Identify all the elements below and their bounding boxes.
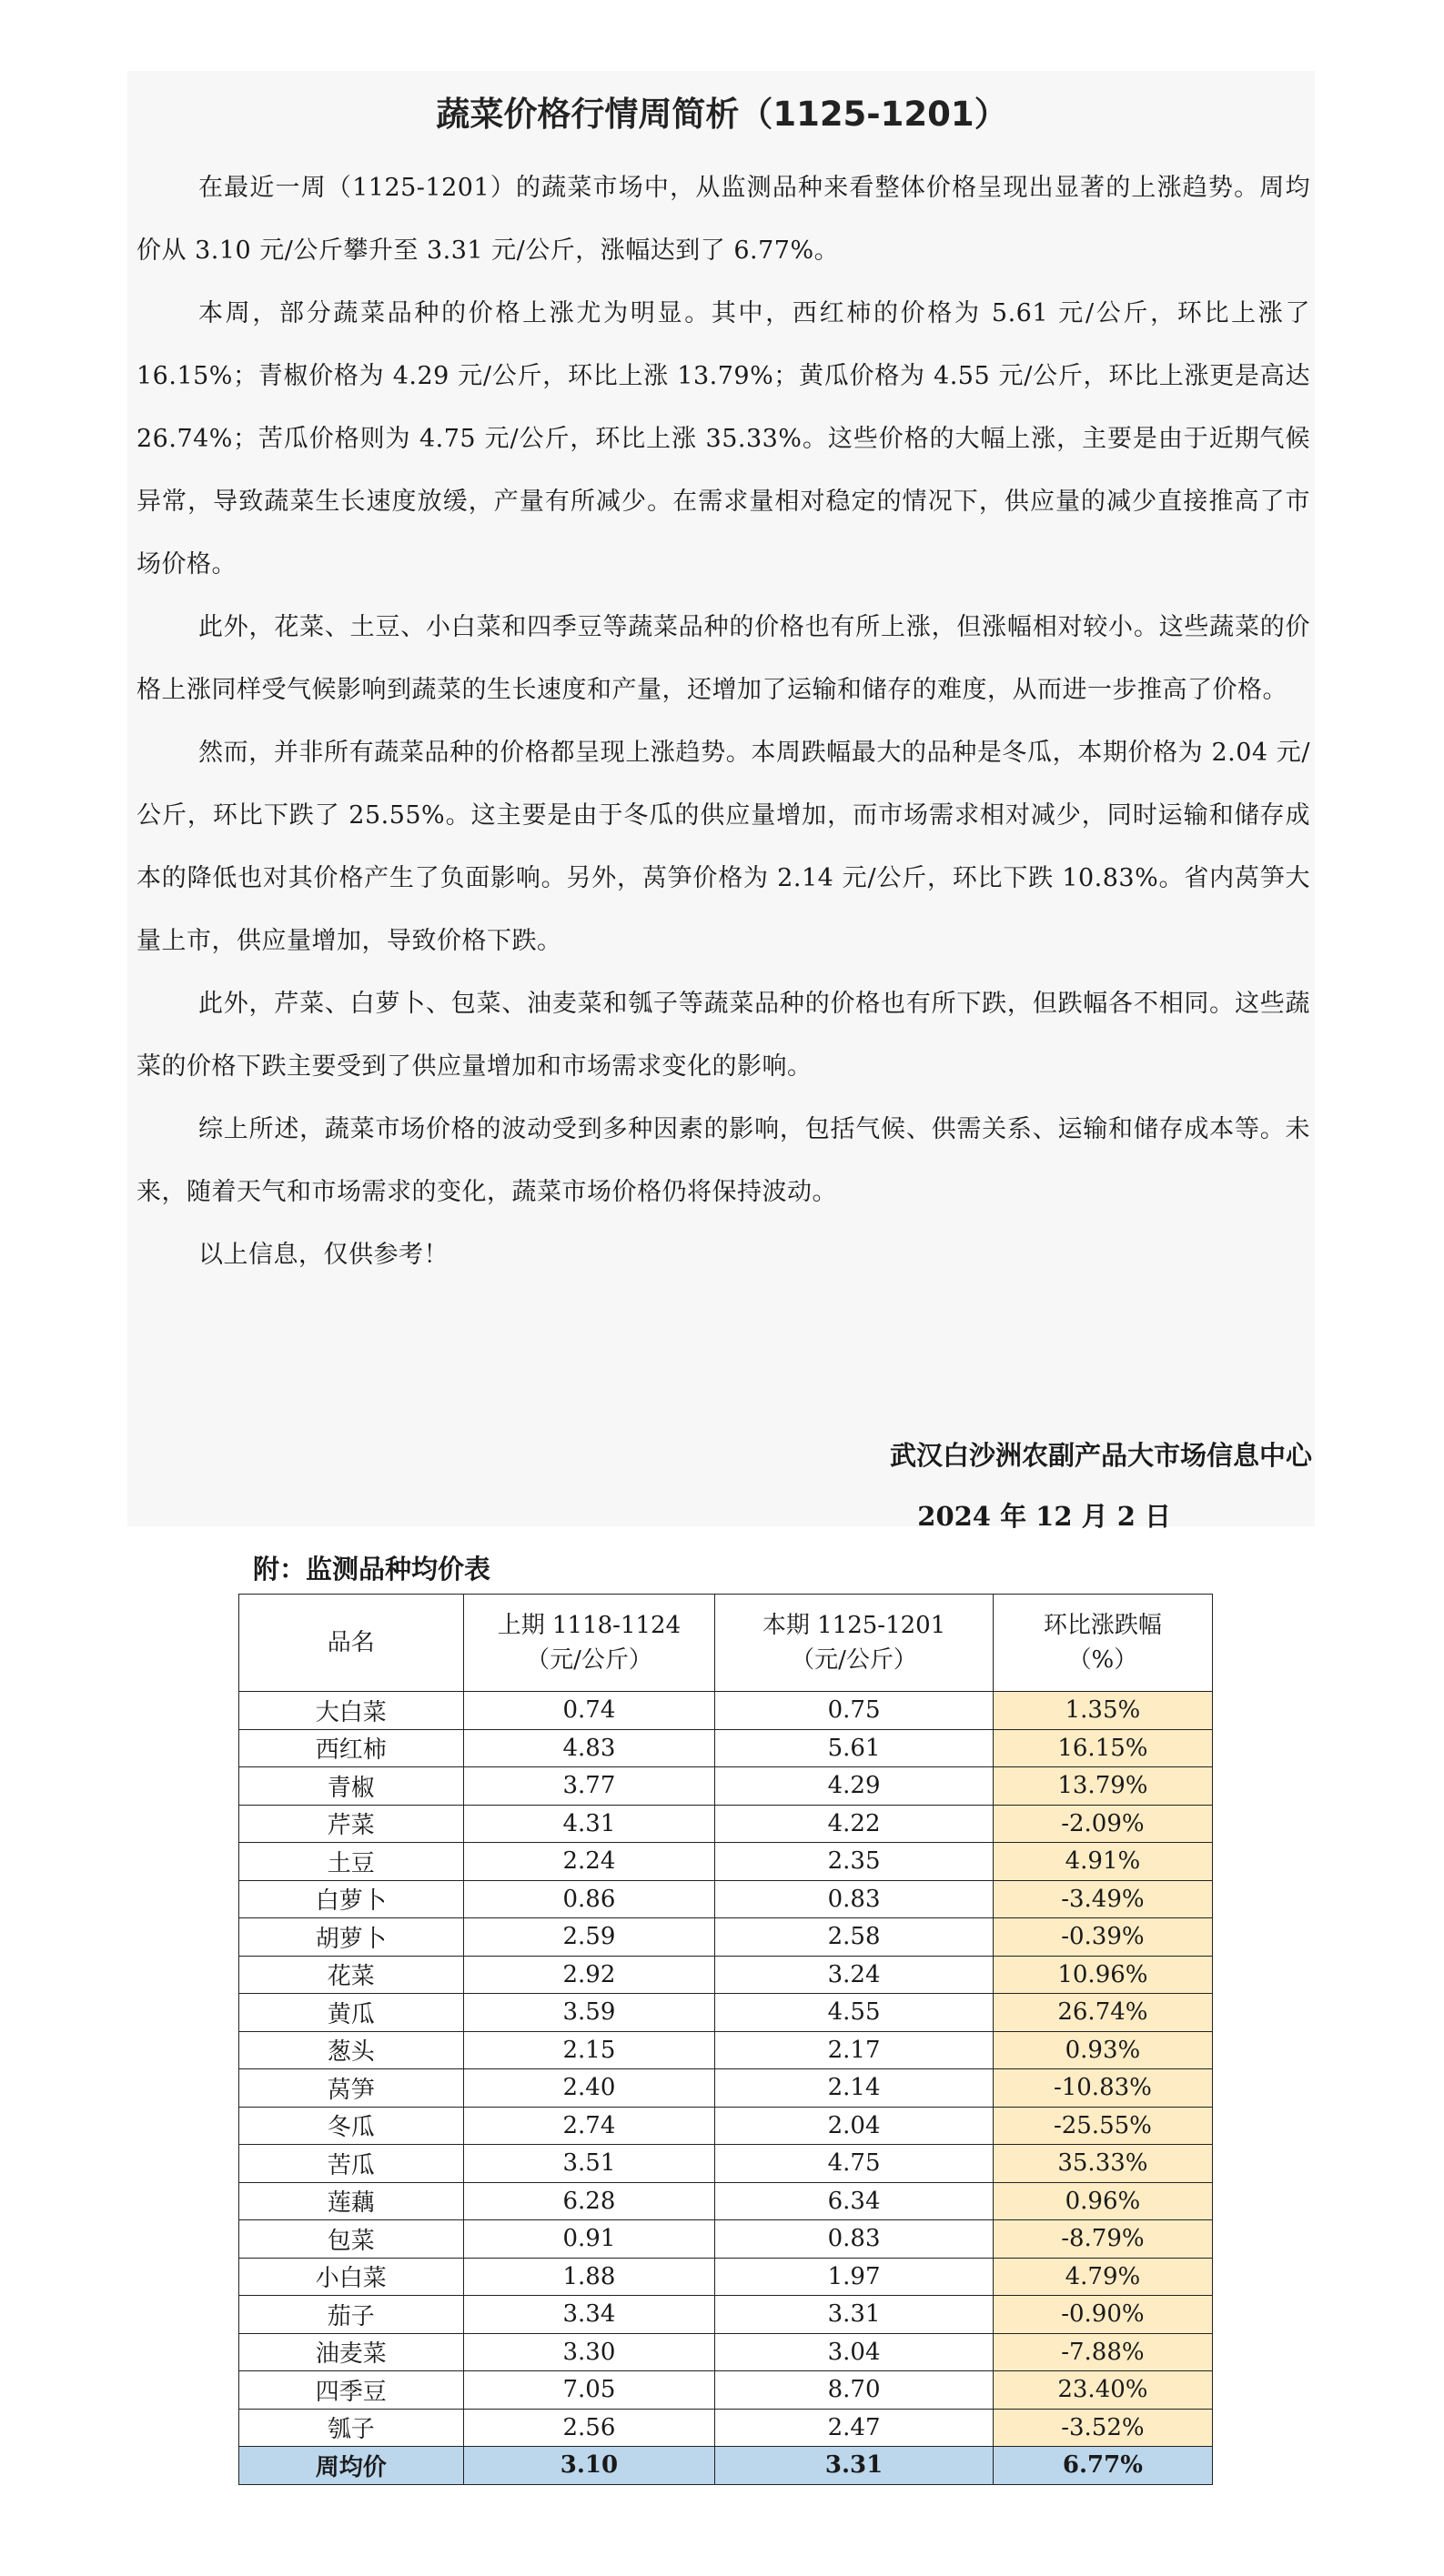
cell-name: 胡萝卜 [239, 1918, 464, 1957]
cell-current-price: 3.24 [715, 1956, 994, 1994]
table-row [239, 2371, 1213, 2410]
cell-change: 16.15% [993, 1729, 1212, 1767]
cell-change: -25.55% [993, 2107, 1212, 2145]
paragraph: 此外，芹菜、白萝卜、包菜、油麦菜和瓠子等蔬菜品种的价格也有所下跌，但跌幅各不相同。这些蔬菜的价格下跌主要受到了供应量增加和市场需求变化的影响。 [136, 990, 1310, 1081]
document-date: 2024 年 12 月 2 日 [917, 1501, 1171, 1532]
cell-current-price: 6.34 [715, 2182, 994, 2220]
table-row [239, 2107, 1213, 2145]
paragraph: 在最近一周（1125-1201）的蔬菜市场中，从监测品种来看整体价格呈现出显著的上涨趋势。周均价从 3.10 元/公斤攀升至 3.31 元/公斤，涨幅达到了 6.77%。 [136, 174, 1310, 265]
header-current-unit: （元/公斤） [791, 1646, 917, 1674]
cell-current-price: 2.47 [715, 2409, 994, 2447]
cell-change: -3.49% [993, 1880, 1212, 1918]
cell-current-price: 1.97 [715, 2258, 994, 2296]
table-row [239, 2031, 1213, 2069]
cell-change: -10.83% [993, 2069, 1212, 2108]
cell-current-price: 4.55 [715, 1994, 994, 2032]
cell-name: 莲藕 [239, 2182, 464, 2220]
table-row [239, 1692, 1213, 1730]
cell-name: 土豆 [239, 1843, 464, 1881]
table-caption: 附：监测品种均价表 [253, 1554, 491, 1585]
cell-previous-price: 0.74 [463, 1692, 715, 1730]
table-header-row [239, 1595, 1213, 1692]
header-change [993, 1595, 1212, 1692]
cell-current-price: 0.83 [715, 2220, 994, 2259]
paragraph: 本周，部分蔬菜品种的价格上涨尤为明显。其中，西红柿的价格为 5.61 元/公斤，环比上涨了 16.15%；青椒价格为 4.29 元/公斤，环比上涨 13.79%；黄瓜价格为 4.55 元/公斤，环比上涨更是高达 26.74%；苦瓜价格则为 4.75 元/公斤，环比上涨 35.33%。这些价格的大幅上涨，主要是由于近期气候异常，导致蔬菜生长速度放缓，产量有所减少。在需求量相对稳定的情况下，供应量的减少直接推高了市场价格。 [136, 299, 1310, 579]
cell-name: 芹菜 [239, 1805, 464, 1843]
cell-current-price: 2.17 [715, 2031, 994, 2069]
cell-name: 瓠子 [239, 2409, 464, 2447]
table-row [239, 1729, 1213, 1767]
cell-name: 油麦菜 [239, 2333, 464, 2371]
header-previous-unit: （元/公斤） [526, 1646, 652, 1674]
cell-previous-price: 3.59 [463, 1994, 715, 2032]
cell-name: 四季豆 [239, 2371, 464, 2410]
table-row [239, 2220, 1213, 2259]
cell-change: 35.33% [993, 2145, 1212, 2183]
cell-previous-price: 2.74 [463, 2107, 715, 2145]
cell-previous-price: 4.31 [463, 1805, 715, 1843]
cell-name: 大白菜 [239, 1692, 464, 1730]
average-previous: 3.10 [463, 2447, 715, 2485]
cell-name: 白萝卜 [239, 1880, 464, 1918]
cell-current-price: 2.04 [715, 2107, 994, 2145]
cell-change: -3.52% [993, 2409, 1212, 2447]
header-previous [463, 1595, 715, 1692]
cell-name: 苦瓜 [239, 2145, 464, 2183]
table-row [239, 2296, 1213, 2334]
table-row [239, 1880, 1213, 1918]
cell-current-price: 0.75 [715, 1692, 994, 1730]
average-change: 6.77% [993, 2447, 1212, 2485]
cell-change: 13.79% [993, 1767, 1212, 1806]
cell-current-price: 2.35 [715, 1843, 994, 1881]
average-current: 3.31 [715, 2447, 994, 2485]
cell-name: 黄瓜 [239, 1994, 464, 2032]
table-row [239, 1843, 1213, 1881]
cell-previous-price: 2.15 [463, 2031, 715, 2069]
cell-change: 1.35% [993, 1692, 1212, 1730]
document-title: 蔬菜价格行情周简析（1125-1201） [436, 95, 1008, 134]
table-body [239, 1692, 1213, 2447]
signature: 武汉白沙洲农副产品大市场信息中心 [889, 1440, 1312, 1471]
header-name [239, 1595, 464, 1692]
table-row [239, 1918, 1213, 1957]
average-row [239, 2447, 1213, 2485]
cell-change: 4.79% [993, 2258, 1212, 2296]
cell-name: 茄子 [239, 2296, 464, 2334]
cell-previous-price: 2.40 [463, 2069, 715, 2108]
cell-previous-price: 3.77 [463, 1767, 715, 1806]
table-row [239, 2258, 1213, 2296]
paragraph: 然而，并非所有蔬菜品种的价格都呈现上涨趋势。本周跌幅最大的品种是冬瓜，本期价格为 2.04 元/公斤，环比下跌了 25.55%。这主要是由于冬瓜的供应量增加，而市场需求相对减少，同时运输和储存成本的降低也对其价格产生了负面影响。另外，莴笋价格为 2.14 元/公斤，环比下跌 10.83%。省内莴笋大量上市，供应量增加，导致价格下跌。 [136, 739, 1310, 955]
cell-previous-price: 4.83 [463, 1729, 715, 1767]
cell-previous-price: 7.05 [463, 2371, 715, 2410]
cell-previous-price: 0.91 [463, 2220, 715, 2259]
cell-current-price: 5.61 [715, 1729, 994, 1767]
cell-change: -8.79% [993, 2220, 1212, 2259]
price-table [238, 1594, 1213, 2485]
cell-change: -0.90% [993, 2296, 1212, 2334]
article-body [136, 156, 1310, 1286]
cell-previous-price: 3.34 [463, 2296, 715, 2334]
cell-current-price: 3.31 [715, 2296, 994, 2334]
cell-current-price: 2.14 [715, 2069, 994, 2108]
table-row [239, 1994, 1213, 2032]
cell-previous-price: 3.51 [463, 2145, 715, 2183]
cell-change: 4.91% [993, 1843, 1212, 1881]
cell-current-price: 8.70 [715, 2371, 994, 2410]
cell-current-price: 4.29 [715, 1767, 994, 1806]
cell-change: 0.96% [993, 2182, 1212, 2220]
paragraph: 此外，花菜、土豆、小白菜和四季豆等蔬菜品种的价格也有所上涨，但涨幅相对较小。这些蔬菜的价格上涨同样受气候影响到蔬菜的生长速度和产量，还增加了运输和储存的难度，从而进一步推高了价格。 [136, 613, 1310, 704]
cell-current-price: 3.04 [715, 2333, 994, 2371]
cell-previous-price: 2.59 [463, 1918, 715, 1957]
table-row [239, 2069, 1213, 2108]
cell-name: 西红柿 [239, 1729, 464, 1767]
table-row [239, 2182, 1213, 2220]
cell-change: 10.96% [993, 1956, 1212, 1994]
table-row [239, 2409, 1213, 2447]
header-current-period: 本期 1125-1201 [762, 1612, 946, 1639]
header-change-label: 环比涨跌幅 [1043, 1612, 1162, 1639]
cell-previous-price: 2.92 [463, 1956, 715, 1994]
paragraph: 综上所述，蔬菜市场价格的波动受到多种因素的影响，包括气候、供需关系、运输和储存成本等。未来，随着天气和市场需求的变化，蔬菜市场价格仍将保持波动。 [136, 1115, 1310, 1206]
header-name-label: 品名 [327, 1629, 375, 1656]
table-row [239, 1805, 1213, 1843]
cell-name: 青椒 [239, 1767, 464, 1806]
cell-previous-price: 1.88 [463, 2258, 715, 2296]
cell-change: -2.09% [993, 1805, 1212, 1843]
cell-previous-price: 2.56 [463, 2409, 715, 2447]
cell-previous-price: 3.30 [463, 2333, 715, 2371]
cell-name: 冬瓜 [239, 2107, 464, 2145]
paragraph: 以上信息，仅供参考！ [198, 1241, 449, 1269]
cell-previous-price: 0.86 [463, 1880, 715, 1918]
cell-current-price: 4.22 [715, 1805, 994, 1843]
cell-current-price: 0.83 [715, 1880, 994, 1918]
table-row [239, 2145, 1213, 2183]
cell-name: 莴笋 [239, 2069, 464, 2108]
cell-change: -0.39% [993, 1918, 1212, 1957]
table-row [239, 1956, 1213, 1994]
cell-previous-price: 6.28 [463, 2182, 715, 2220]
cell-current-price: 2.58 [715, 1918, 994, 1957]
table-row [239, 1767, 1213, 1806]
cell-name: 花菜 [239, 1956, 464, 1994]
cell-change: 0.93% [993, 2031, 1212, 2069]
header-previous-period: 上期 1118-1124 [497, 1612, 682, 1639]
cell-change: -7.88% [993, 2333, 1212, 2371]
cell-name: 葱头 [239, 2031, 464, 2069]
cell-name: 包菜 [239, 2220, 464, 2259]
header-change-unit: （%） [1067, 1646, 1138, 1674]
cell-current-price: 4.75 [715, 2145, 994, 2183]
table-row [239, 2333, 1213, 2371]
header-current [715, 1595, 994, 1692]
cell-name: 小白菜 [239, 2258, 464, 2296]
average-label: 周均价 [239, 2447, 464, 2485]
cell-change: 23.40% [993, 2371, 1212, 2410]
cell-previous-price: 2.24 [463, 1843, 715, 1881]
cell-change: 26.74% [993, 1994, 1212, 2032]
